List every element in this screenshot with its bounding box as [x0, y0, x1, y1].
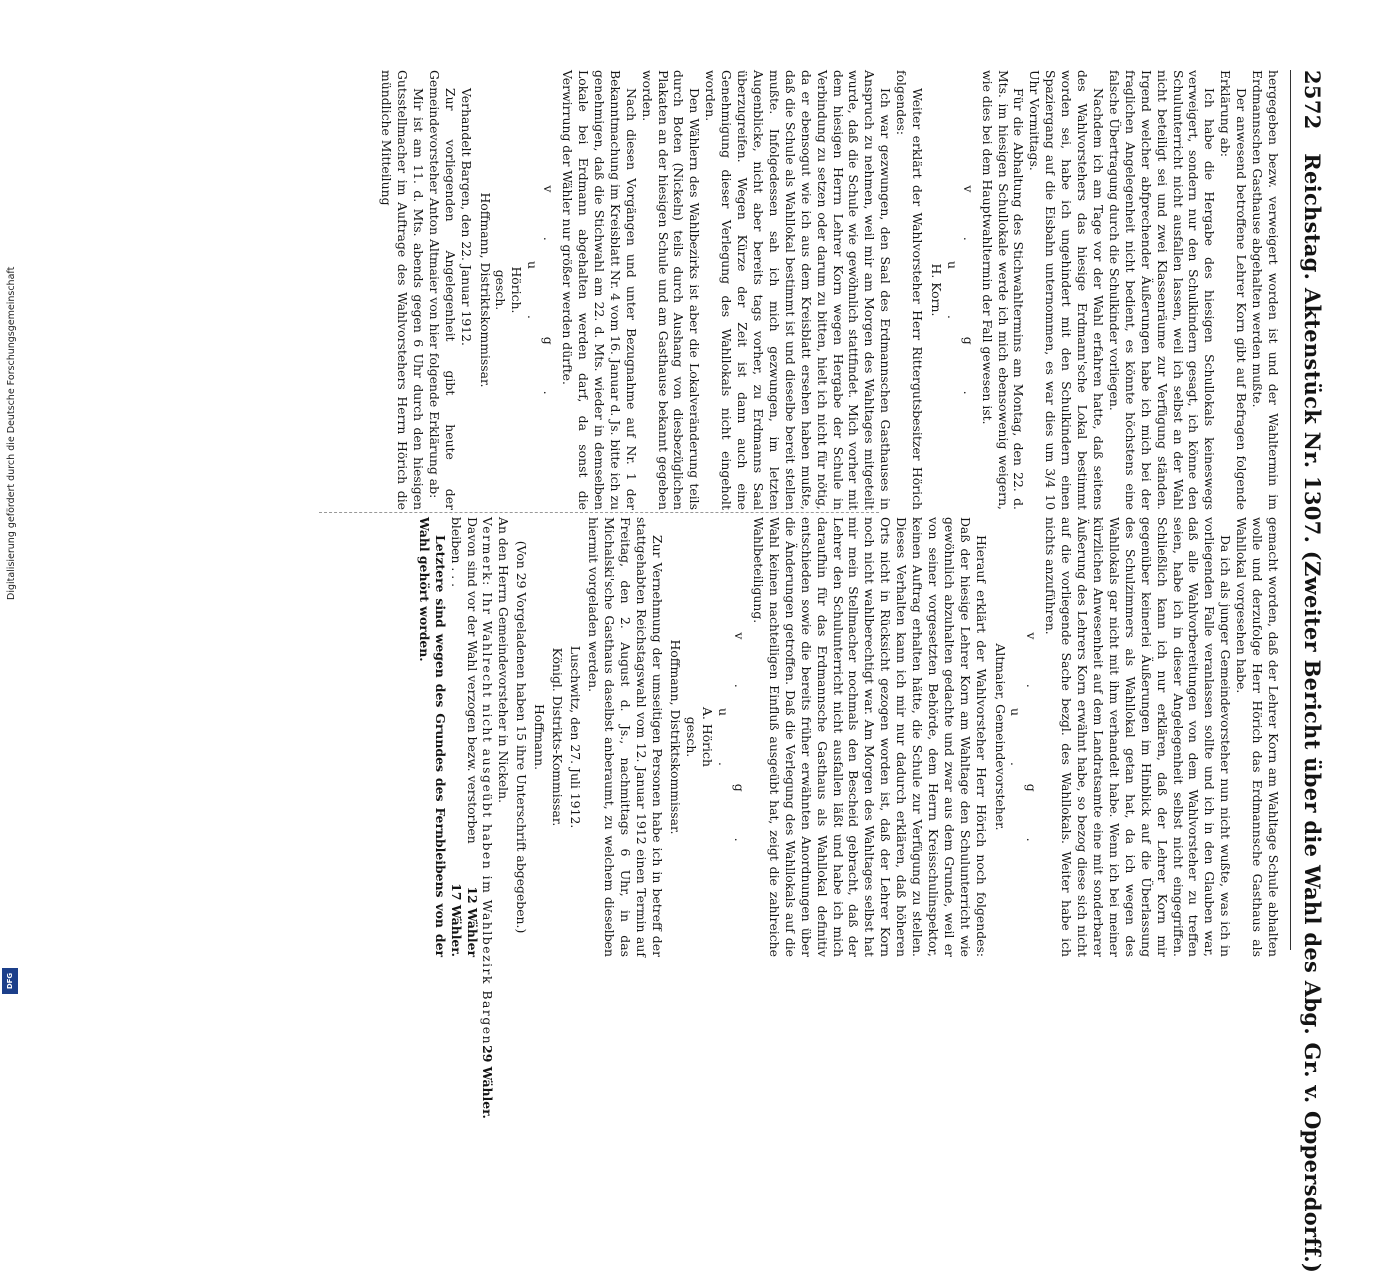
paragraph: Mir ist am 11. d. Mts. abends gegen 6 Uhr durch den hiesigen Gutsstellmacher im Auftrage des Wahlvorstehers Herrn Hörich die mündliche Mitteilung: [379, 70, 426, 510]
signature-block: [928, 70, 976, 510]
signed-mark: gesch.: [684, 716, 700, 758]
place-date: Luschwitz, den 27. Juli 1912.: [568, 645, 584, 829]
paragraph: Ich habe die Hergabe des hiesigen Schullokals keineswegs verweigert, sondern nur den Schulkindern gesagt, ich könne den Schulunterricht nicht ausfallen lassen, weil ich selbst an der Wahl nicht beteiligt sei und zwei Klassenräume zur Verfügung ständen. Irgend welcher abfprechender Äußerungen habe ich mich bei der fraglichen Angelegenheit nicht bedient, es könnte höchstens eine falsche Übertragung durch die Schulkinder vorliegen.: [1106, 70, 1218, 510]
vgu-mark: v. g. u.: [525, 185, 557, 441]
signature-name: Altmaier, Gemeindevorsteher.: [992, 643, 1008, 831]
paragraph: Hierauf erklärt der Wahlvorsteher Herr Hörich noch folgendes: Daß der hiesige Lehrer Korn am Wahltage den Schulunterricht wie gewöhnlich abzuhalten gedachte und zwar aus dem Grunde, weil er von seiner vorgesetzten Behörde, dem Herrn Kreisschulinspektor, keinen Auftrag erhalten hätte, die Schule zur Verfügung zu stellen. Dieses Verhalten kann ich mir nur dadurch erklären, daß höheren Orts nicht in Rücksicht gezogen worden ist, daß der Lehrer Korn noch nicht wahlberechtigt war. Am Morgen des Wahltages selbst hat mir mein Stellmacher nochmals den Bescheid gebracht, daß der Lehrer den Schulunterricht nicht ausfallen läßt und habe ich mich daraufhin für das Erdmannsche Gasthaus als Wahllokal definitiv entschieden sowie die bereits früher erwähnten Anordnungen über die Änderungen getroffen. Daß die Verlegung des Wahllokals auf die Wahl keinen nachteiligen Einfluß ausgeübt hat, zeigt die zahlreiche Wahlbeteiligung.: [751, 517, 989, 957]
signature-block: [477, 70, 557, 510]
commissioner-signature: Hoffmann, Distriktskommissar.: [477, 192, 493, 388]
vgu-mark: v. g. u.: [944, 185, 976, 441]
tally-row: [480, 517, 496, 1119]
dfg-logo-icon: [2, 968, 18, 994]
paragraph: Der anwesend betroffene Lehrer Korn gibt auf Befragen folgende Erklärung ab:: [1218, 70, 1250, 510]
tally-value: 12 Wähler: [464, 886, 480, 957]
tally-row: [464, 517, 480, 957]
place-date: Verhandelt Bargen, den 22. Januar 1912.: [458, 88, 474, 346]
recipient: An den Herrn Gemeindevorsteher in Nickeln.: [496, 517, 512, 804]
funding-note: Digitalisierung gefördert durch die Deutsche Forschungsgemeinschaft: [6, 266, 17, 600]
paragraph: Letztere sind wegen des Grundes des Fernbleibens von der Wahl gehört worden.: [416, 517, 448, 957]
signature-name: Hörich.: [509, 266, 525, 314]
signature-name: H. Korn.: [928, 263, 944, 317]
vgu-mark: v. g. u.: [716, 632, 748, 888]
page-header: [1300, 70, 1325, 1273]
paragraph: Da ich als junger Gemeindevorsteher nun nicht wußte, was ich in vorliegenden Falle veranlassen sollte und ich in den Glauben war, daß alle Wahlvorbereitungen von dem Wahlvorsteher zu treffen seien, habe ich in dieser Angelegenheit selbst nicht eingegriffen. Schließlich kann ich nur erklären, daß der Lehrer Korn mir gegenüber keinerlei Äußerungen im Hinblick auf die Überlassung des Schulzimmers als Wahllokal getan hat, da ich wegen des Wahllokals gar nicht mit ihm verhandelt habe. Wenn ich bei meiner kürzlichen Anwesenheit auf dem Landratsamte eine mit sonderbarer Äußerung des Lehrers Korn erwähnt habe, so bezog diese sich nicht auf die vorliegende Sache bezgl. des Wahllokals. Weiter habe ich nichts anzuführen.: [1043, 517, 1234, 957]
paragraph: Nachdem ich am Tage vor der Wahl erfahren hatte, daß seitens des Wahlvorstehers das hiesige Erdmann'sche Lokal bestimmt worden sei, habe ich ungehindert mit den Schulkindern einen Spaziergang auf die Eisbahn unternommen, es war dies um 3/4 10 Uhr Vormittags.: [1027, 70, 1107, 510]
paragraph: Zur Vernehmung der umseitigen Personen habe ich in betreff der stattgehabten Reichstagswahl vom 12. Januar 1912 einen Termin auf Freitag, den 2. August d. Js., nachmittags 6 Uhr, in das Michalski'sche Gasthaus daselbst anberaumt, zu welchem dieselben hiermit vorgeladen werden.: [585, 517, 665, 957]
signature-block: [992, 517, 1040, 957]
signature-note: (Von 29 Vorgeladenen haben 15 ihre Unterschrift abgegeben.): [514, 540, 530, 934]
paragraph: Ich war gezwungen, den Saal des Erdmannschen Gasthauses in Anspruch zu nehmen, weil mir am Morgen des Wahltages mitgeteilt wurde, daß die Schule wie gewöhnlich stattfindet. Mich vorher mit dem hiesigen Herrn Lehrer Korn wegen Hergabe der Schule in Verbindung zu setzen oder darum zu bitten, hielt ich nicht für nötig, da er ebensogut wie ich aus dem Kreisblatt ersehen haben mußte, daß die Schule als Wahllokal bestimmt ist und dieselbe bereit stellen mußte. Infolgedessen sah ich mich gezwungen, im letzten Augenblicke, nicht aber bereits tags vorher, zu Erdmanns Saal überzugreifen. Wegen Kürze der Zeit ist dann auch eine Genehmigung dieser Verlegung des Wahllokals nicht eingeholt worden.: [703, 70, 894, 510]
signature-block: [668, 517, 748, 957]
paragraph: Weiter erklärt der Wahlvorsteher Herr Rittergutsbesitzer Hörich folgendes:: [894, 70, 926, 510]
office-name: Hoffmann.: [532, 703, 548, 771]
paragraph: gemacht worden, daß der Lehrer Korn am Wahltage Schule abhalten wolle und derzufolge Herr Hörich das Erdmannsche Gasthaus als Wahllokal vorgesehen habe.: [1234, 517, 1281, 957]
page-number: 2572: [1300, 70, 1325, 130]
column-separator: [319, 512, 879, 513]
tally-label: Vermerk: Ihr Wahlrecht nicht ausgeübt haben im Wahlbezirk Bargen: [480, 517, 496, 1046]
right-column: [416, 517, 1281, 1119]
dfg-logo-text: DFG: [6, 972, 14, 990]
tally-value: 17 Wähler.: [448, 883, 464, 957]
tally-value: 29 Wähler.: [480, 1045, 496, 1119]
header-rule: [1290, 70, 1291, 950]
commissioner-signature: Hoffmann, Distriktskommissar.: [668, 639, 684, 835]
signature-name: A. Hörich: [700, 707, 716, 767]
paragraph: Nach diesen Vorgängen und unter Bezugnahme auf Nr. 1 der Bekanntmachung im Kreisblatt Nr. 4 vom 16. Januar d. Js. bitte ich zu genehmigen, daß die Stichwahl am 22. d. Mts. wieder in demselben Lokale bei Erdmann abgehalten werden darf, da sonst die Verwirrung der Wähler nur größer werden dürfte.: [560, 70, 639, 510]
vgu-mark: v. g. u.: [1008, 632, 1040, 888]
left-column: [378, 70, 1281, 510]
paragraph: Den Wählern des Wahlbezirks ist aber die Lokalveränderung teils durch Boten (Nickeln) teils durch Aushang von diesbezüglichen Plakaten an der hiesigen Schule und am Gasthause bekannt gegeben worden.: [639, 70, 703, 510]
tally-row: [448, 517, 464, 957]
tally-label: Davon sind vor der Wahl verzogen bezw. verstorben: [464, 517, 480, 844]
office-title: Königl. Distrikts-Kommissar.: [550, 647, 566, 827]
paragraph: hergegeben bezw. verweigert worden ist und der Wahltermin im Erdmannschen Gasthause abgehalten werden mußte.: [1250, 70, 1281, 510]
tally-label: bleiben . . .: [448, 517, 464, 588]
paragraph: Zur vorliegenden Angelegenheit gibt heute der Gemeindevorsteher Anton Altmaier von hier folgende Erklärung ab:: [426, 70, 458, 510]
paragraph: Für die Abhaltung des Stichwahltermins am Montag, den 22. d. Mts. im hiesigen Schullokale werde ich mich ebensowenig weigern, wie dies bei dem Hauptwahltermin der Fall gewesen ist.: [979, 70, 1027, 510]
signed-mark: gesch.: [493, 269, 509, 311]
page-title: Reichstag. Aktenstück Nr. 1307. (Zweiter Bericht über die Wahl des Abg. Gr. v. Oppersdorff.): [1300, 153, 1325, 1273]
